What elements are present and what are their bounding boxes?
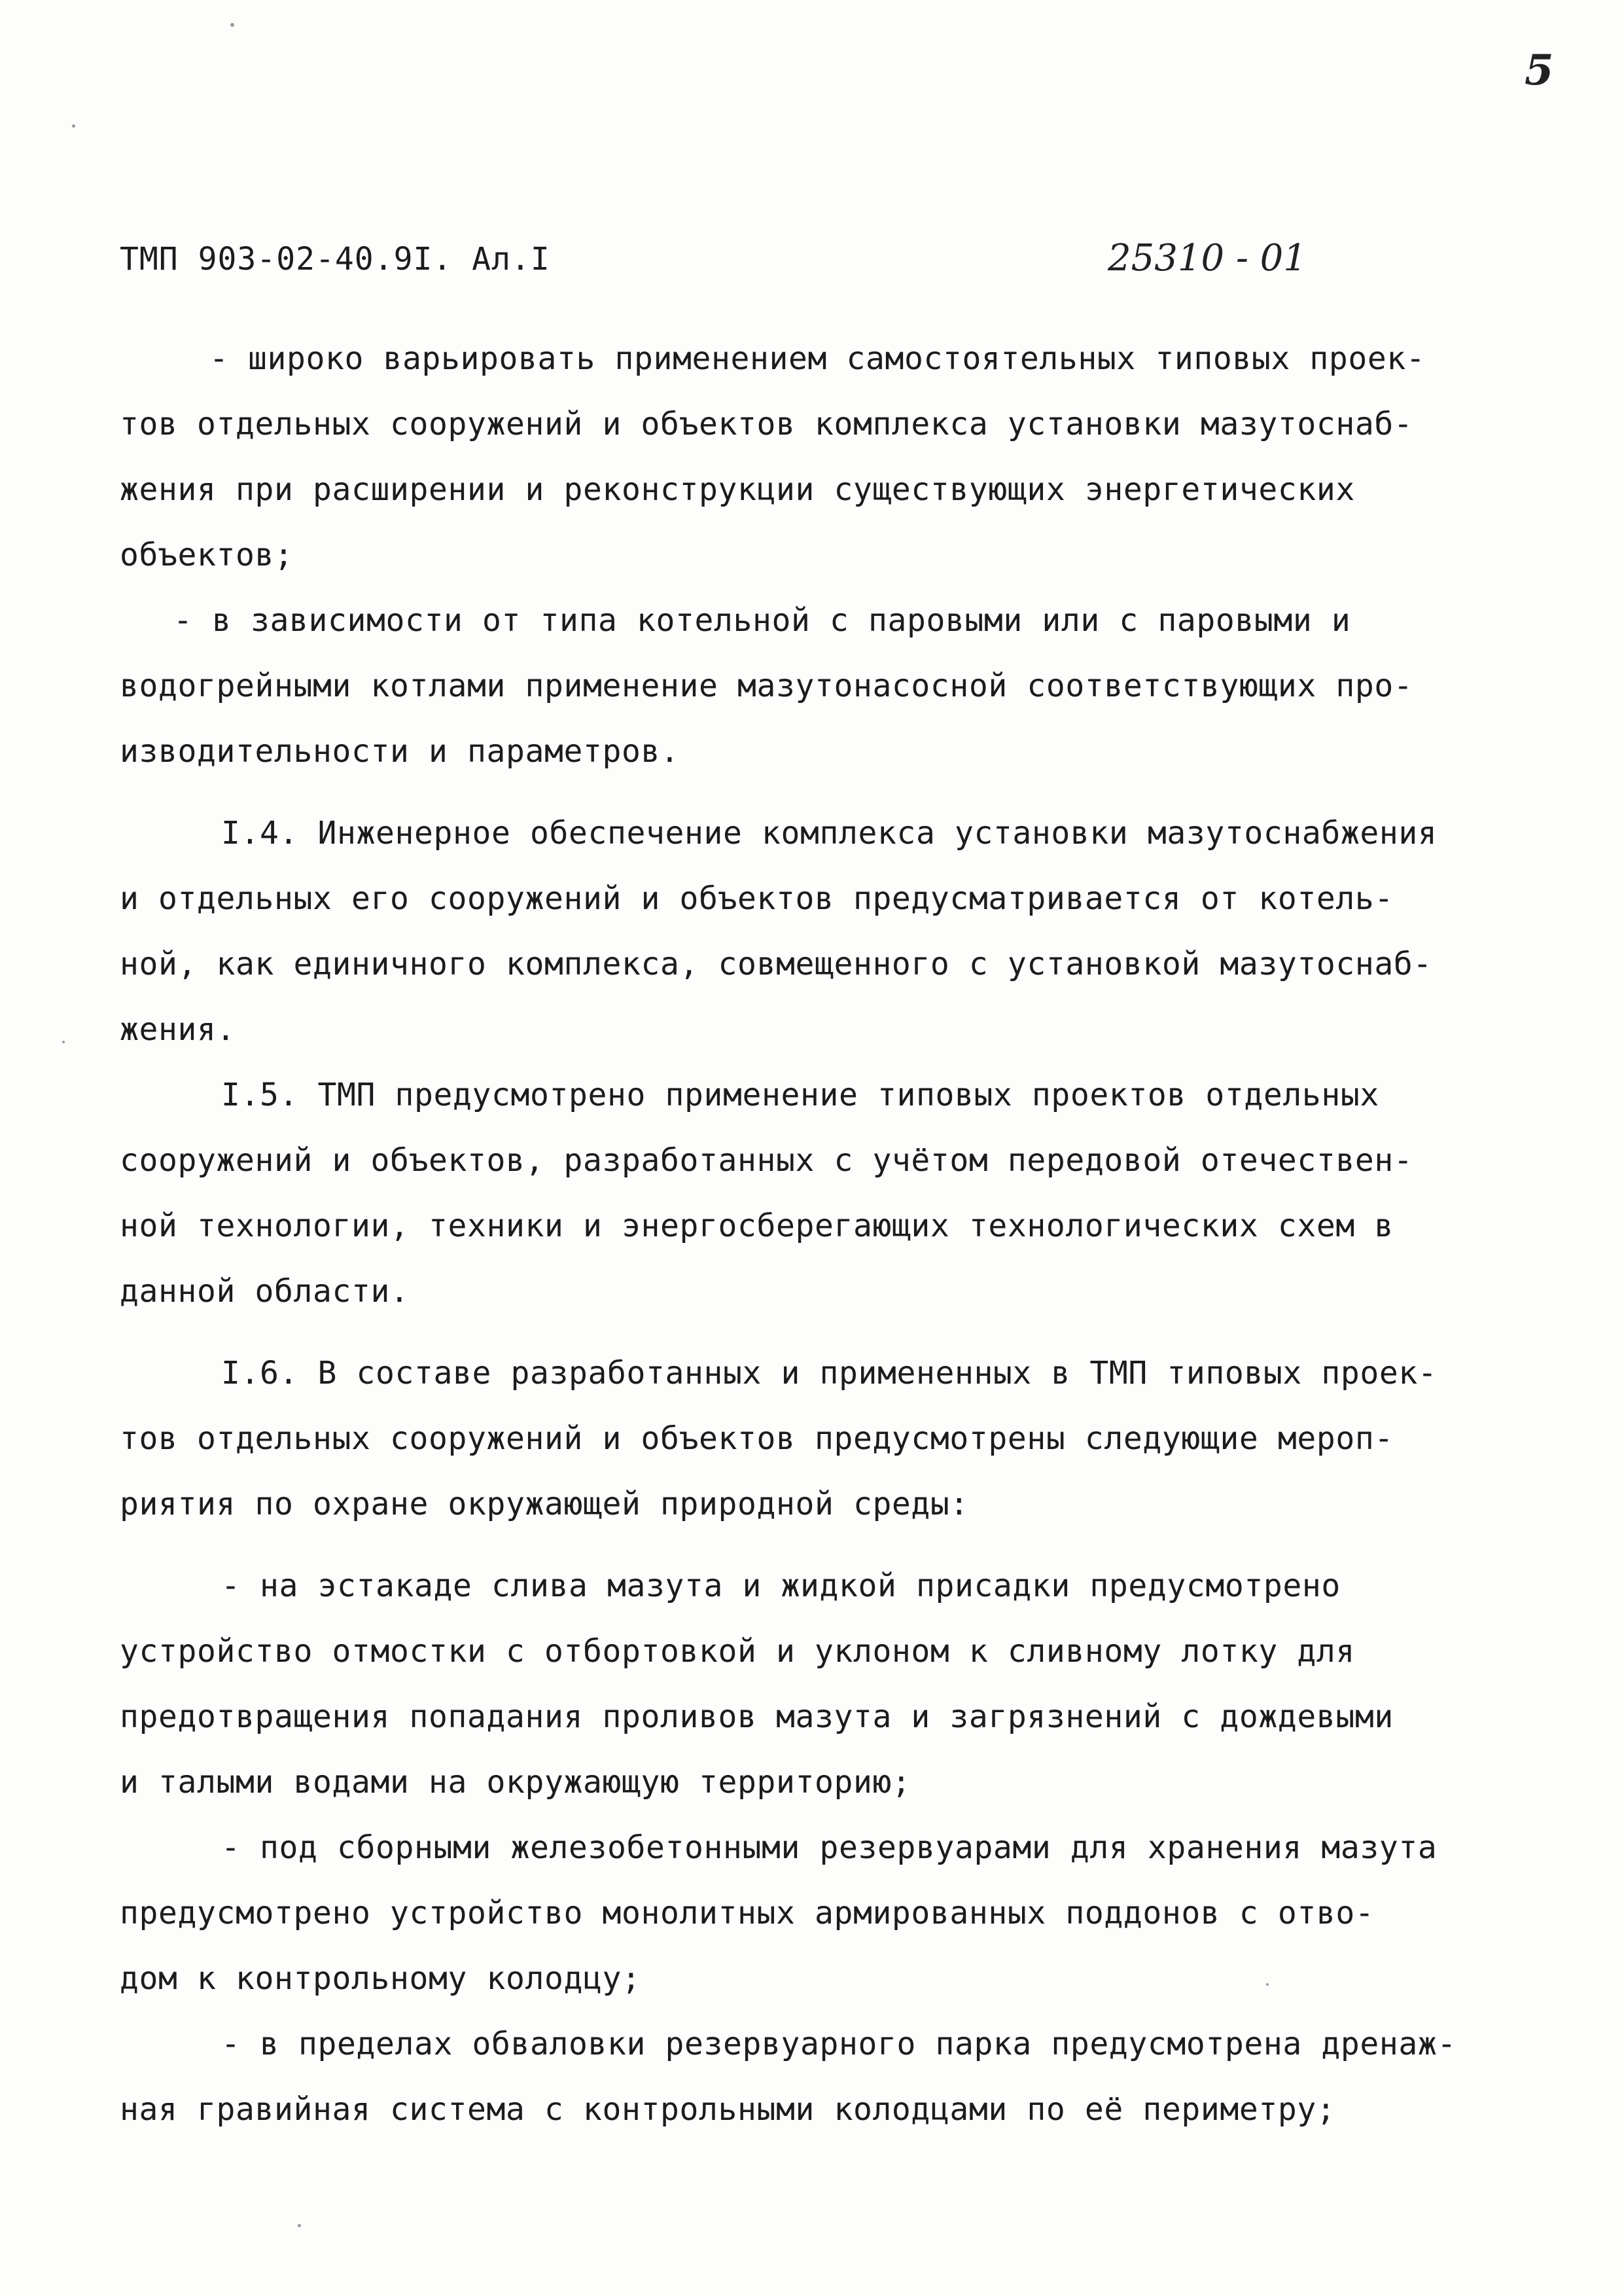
text-line: устройство отмостки с отбортовкой и уклоном к сливному лотку для <box>120 1633 1355 1670</box>
text-line: и отдельных его сооружений и объектов предусматривается от котель- <box>120 880 1394 917</box>
text-line: сооружений и объектов, разработанных с учётом передовой отечествен- <box>120 1142 1413 1179</box>
scan-speck <box>1266 1983 1269 1986</box>
text-line: тов отдельных сооружений и объектов предусмотрены следующие мероп- <box>120 1420 1394 1457</box>
text-line: I.4. Инженерное обеспечение комплекса установки мазутоснабжения <box>221 815 1438 852</box>
scan-speck <box>72 124 75 128</box>
text-line: ная гравийная система с контрольными колодцами по её периметру; <box>120 2091 1336 2128</box>
scan-speck <box>62 1041 65 1043</box>
scan-speck <box>230 23 234 27</box>
text-line: ной технологии, техники и энергосберегающих технологических схем в <box>120 1208 1394 1244</box>
text-line: тов отдельных сооружений и объектов комплекса установки мазутоснаб- <box>120 406 1413 442</box>
text-line: - широко варьировать применением самостоятельных типовых проек- <box>209 340 1426 377</box>
page-number: 5 <box>1525 46 1554 95</box>
text-line: риятия по охране окружающей природной среды: <box>120 1486 969 1522</box>
text-line: - на эстакаде слива мазута и жидкой присадки предусмотрено <box>221 1568 1341 1604</box>
text-line: и талыми водами на окружающую территорию; <box>120 1764 911 1801</box>
text-line: жения при расширении и реконструкции существующих энергетических <box>120 471 1355 508</box>
text-line: предотвращения попадания проливов мазута и загрязнений с дождевыми <box>120 1698 1394 1735</box>
text-line: изводительности и параметров. <box>120 733 680 770</box>
text-line: - в зависимости от типа котельной с паровыми или с паровыми и <box>173 602 1351 639</box>
handwritten-number: 25310 - 01 <box>1108 237 1307 279</box>
text-line: дом к контрольному колодцу; <box>120 1960 641 1997</box>
document-code: ТМП 903-02-40.9I. Ал.I <box>120 241 550 278</box>
text-line: - под сборными железобетонными резервуарами для хранения мазута <box>221 1829 1438 1866</box>
text-line: I.6. В составе разработанных и примененных в ТМП типовых проек- <box>221 1355 1438 1391</box>
text-line: данной области. <box>120 1273 410 1310</box>
text-line: жения. <box>120 1011 236 1048</box>
text-line: водогрейными котлами применение мазутонасосной соответствующих про- <box>120 668 1413 704</box>
text-line: объектов; <box>120 537 294 573</box>
text-line: - в пределах обваловки резервуарного парка предусмотрена дренаж- <box>221 2026 1456 2062</box>
text-line: I.5. ТМП предусмотрено применение типовых проектов отдельных <box>221 1077 1379 1113</box>
scan-speck <box>298 2224 301 2227</box>
text-line: ной, как единичного комплекса, совмещенного с установкой мазутоснаб- <box>120 946 1432 982</box>
text-line: предусмотрено устройство монолитных армированных поддонов с отво- <box>120 1895 1375 1931</box>
document-header <box>120 237 1363 293</box>
